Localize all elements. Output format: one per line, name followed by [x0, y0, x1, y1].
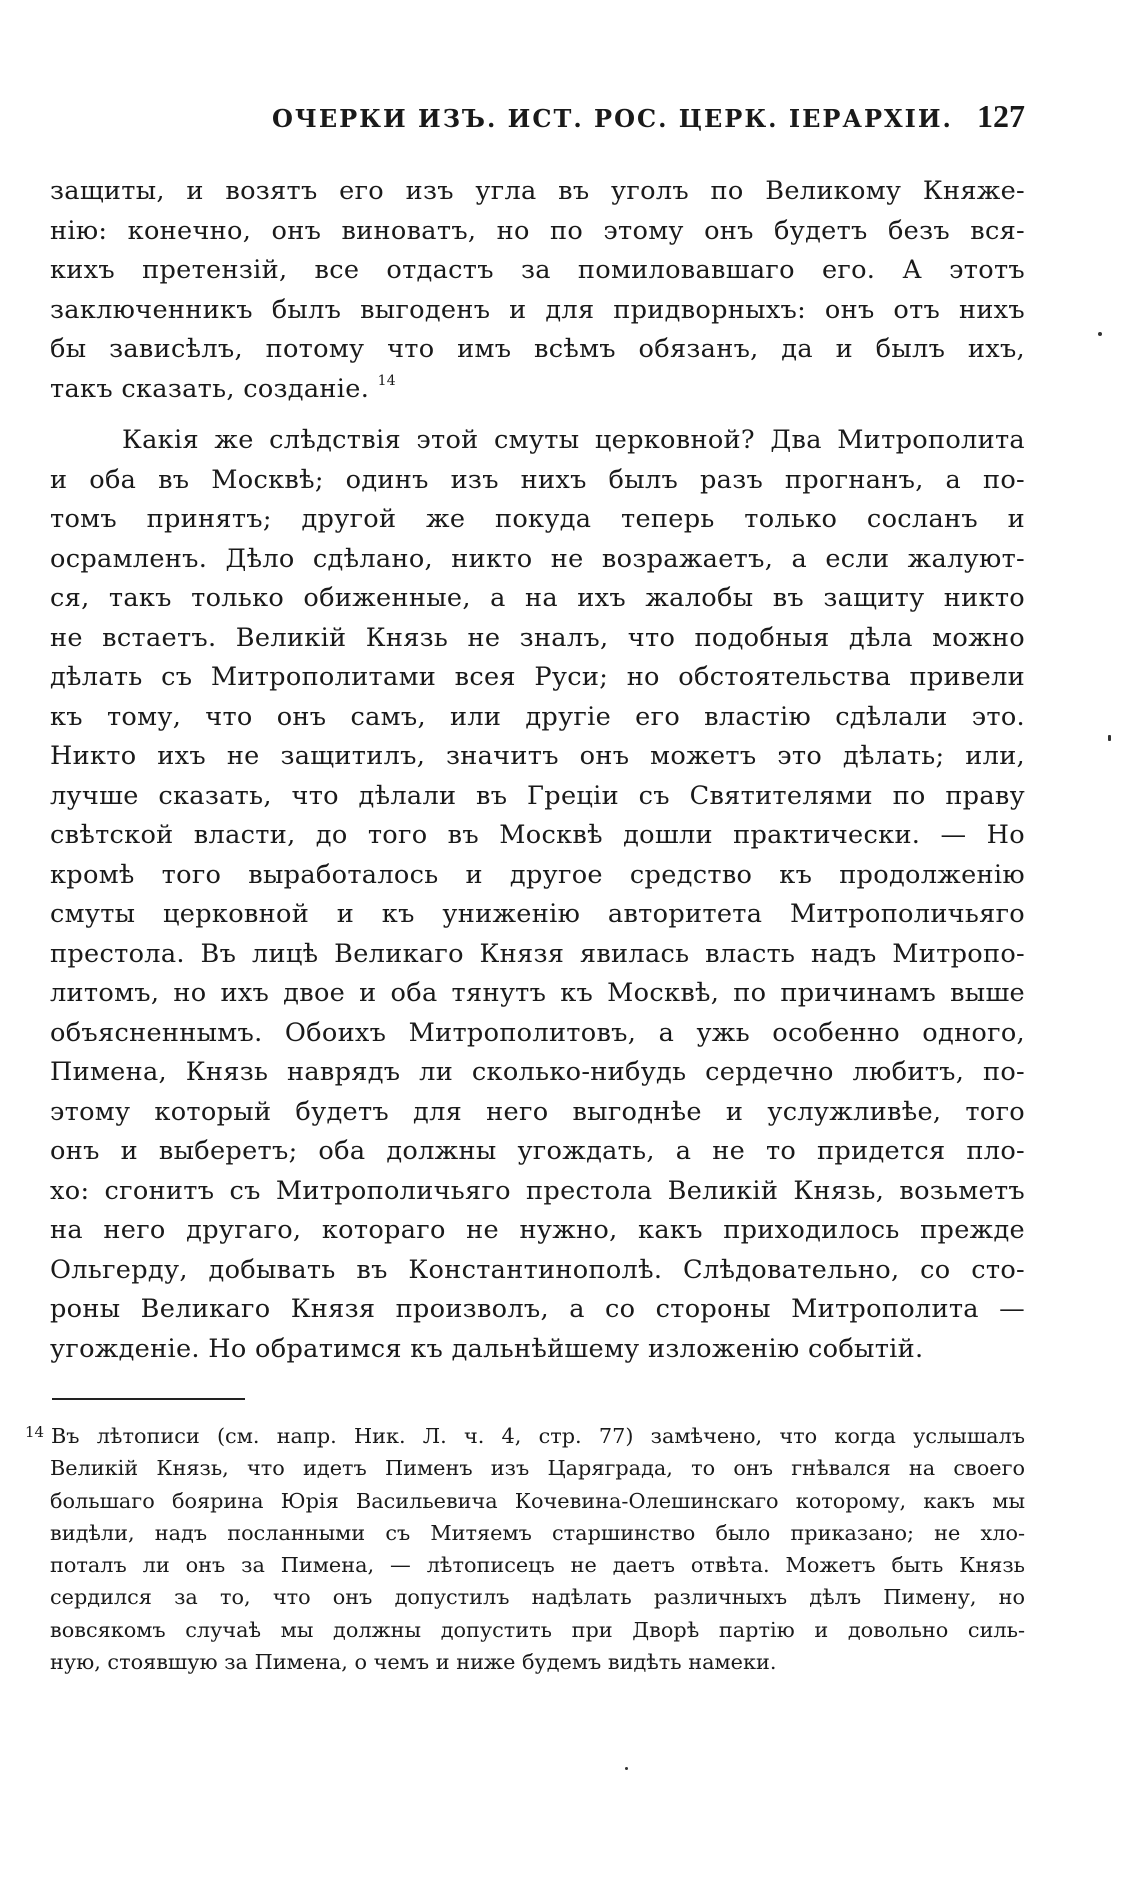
footnote-line: большаго боярина Юрія Васильевича Кочевина-Олешинскаго которому, какъ мы [50, 1488, 1025, 1513]
text-line: хо: сгонитъ съ Митрополичьяго престола Великій Князь, возьметъ [50, 1175, 1025, 1206]
text-line: литомъ, но ихъ двое и оба тянутъ къ Москвѣ, по причинамъ выше [50, 978, 1025, 1008]
body-text [50, 172, 1025, 1369]
footnote-line: вовсякомъ случаѣ мы должны допустить при Дворѣ партію и довольно силь- [50, 1617, 1025, 1642]
text-line: ся, такъ только обиженные, а на ихъ жалобы въ защиту никто [50, 583, 1025, 613]
text-line: заключенникъ былъ выгоденъ и для придворныхъ: онъ отъ нихъ [50, 294, 1025, 325]
footnote-line-content: Въ лѣтописи (см. напр. Ник. Л. ч. 4, стр. 77) замѣчено, что когда услышалъ [51, 1424, 1025, 1448]
footnote-line-last: ную, стоявшую за Пимена, о чемъ и ниже будемъ видѣть намеки. [50, 1650, 777, 1675]
footnote-mark: 14 [25, 1423, 45, 1441]
footnote-line: видѣли, надъ посланными съ Митяемъ старшинство было приказано; не хло- [50, 1520, 1025, 1545]
text-line: объясненнымъ. Обоихъ Митрополитовъ, а ужь особенно одного, [50, 1017, 1025, 1048]
footnote-line: сердился за то, что онъ допустилъ надѣлать различныхъ дѣлъ Пимену, но [50, 1585, 1025, 1610]
text-line-last [50, 370, 1025, 410]
text-line: кромѣ того выработалось и другое средство къ продолженію [50, 859, 1025, 890]
footnote-divider [52, 1398, 245, 1400]
text-line-last: угожденіе. Но обратимся къ дальнѣйшему изложенію событій. [50, 1333, 924, 1364]
text-line: кихъ претензій, все отдастъ за помиловавшаго его. А этотъ [50, 255, 1025, 285]
paragraph-1 [50, 172, 1025, 409]
running-title: ОЧЕРКИ ИЗЪ. ИСТ. РОС. ЦЕРК. ІЕРАРХІИ. [272, 104, 953, 133]
text-line: онъ и выберетъ; оба должны угождать, а не то придется пло- [50, 1136, 1025, 1166]
text-line: роны Великаго Князя произволъ, а со стороны Митрополита — [50, 1294, 1025, 1324]
footnote [25, 1420, 1025, 1678]
footnote-line: Великій Князь, что идетъ Пименъ изъ Царяграда, то онъ гнѣвался на своего [50, 1456, 1025, 1481]
running-head [50, 98, 1025, 138]
text-line: томъ принятъ; другой же покуда теперь только сосланъ и [50, 504, 1025, 534]
scan-speck [1098, 332, 1102, 336]
text-line: Пимена, Князь наврядъ ли сколько-нибудь сердечно любитъ, по- [50, 1057, 1025, 1087]
text-line: осрамленъ. Дѣло сдѣлано, никто не возражаетъ, а если жалуют- [50, 543, 1025, 574]
text-line: дѣлать съ Митрополитами всея Руси; но обстоятельства привели [50, 662, 1025, 692]
footnote-line: поталъ ли онъ за Пимена, — лѣтописецъ не даетъ отвѣта. Можетъ быть Князь [50, 1553, 1025, 1578]
paragraph-2 [50, 421, 1025, 1369]
text-line: престола. Въ лицѣ Великаго Князя явилась власть надъ Митропо- [50, 938, 1025, 969]
text-line: Ольгерду, добывать въ Константинополѣ. Слѣдовательно, со сто- [50, 1254, 1025, 1285]
text-line: бы зависѣлъ, потому что имъ всѣмъ обязанъ, да и былъ ихъ, [50, 334, 1025, 364]
text-line: Никто ихъ не защитилъ, значитъ онъ можетъ это дѣлать; или, [50, 741, 1025, 771]
page-number: 127 [977, 98, 1025, 134]
text-line: къ тому, что онъ самъ, или другіе его властію сдѣлали это. [50, 701, 1025, 732]
text-line-last-content: такъ сказать, созданіе. [50, 373, 370, 404]
text-line: Какія же слѣдствія этой смуты церковной? Два Митрополита [122, 425, 1025, 455]
text-line: защиты, и возятъ его изъ угла въ уголъ по Великому Княже- [50, 176, 1025, 206]
paragraph-gap [50, 409, 1025, 421]
footnote-reference[interactable]: 14 [377, 372, 397, 389]
text-line: смуты церковной и къ униженію авторитета Митрополичьяго [50, 899, 1025, 929]
text-line: не встаетъ. Великій Князь не зналъ, что подобныя дѣла можно [50, 622, 1025, 653]
text-line: на него другаго, котораго не нужно, какъ приходилось прежде [50, 1215, 1025, 1245]
scan-speck [1108, 735, 1111, 741]
text-line: свѣтской власти, до того въ Москвѣ дошли практически. — Но [50, 820, 1025, 850]
text-line: нію: конечно, онъ виноватъ, но по этому онъ будетъ безъ вся- [50, 215, 1025, 246]
text-line: этому который будетъ для него выгоднѣе и услужливѣе, того [50, 1096, 1025, 1127]
scan-speck [625, 1767, 628, 1770]
footnote-line-first [25, 1420, 1025, 1452]
text-line: и оба въ Москвѣ; одинъ изъ нихъ былъ разъ прогнанъ, а по- [50, 464, 1025, 495]
text-line: лучше сказать, что дѣлали въ Греціи съ Святителями по праву [50, 780, 1025, 811]
